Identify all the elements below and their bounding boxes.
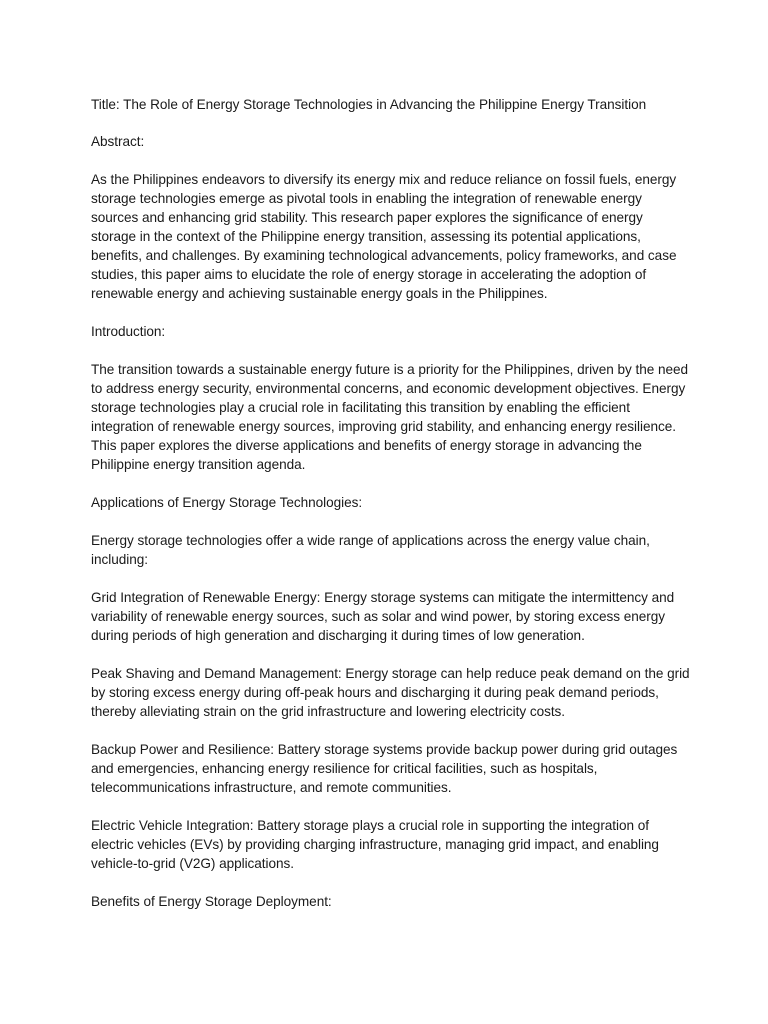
abstract-heading: Abstract: [91,134,145,149]
introduction-heading: Introduction: [91,324,166,339]
document-title: Title: The Role of Energy Storage Technologies in Advancing the Philippine Energy Transition [91,97,647,112]
document-body [91,95,691,930]
abstract-paragraph: As the Philippines endeavors to diversify its energy mix and reduce reliance on fossil fuels, energy storage technologies emerge as pivotal tools in enabling the integration of renewable energy sources and enhancing grid stability. This research paper explores the significance of energy storage in the context of the Philippine energy transition, assessing its potential applications, benefits, and challenges. By examining technological advancements, policy frameworks, and case studies, this paper aims to elucidate the role of energy storage in accelerating the adoption of renewable energy and achieving sustainable energy goals in the Philippines. [91,172,677,301]
application-peak-shaving: Peak Shaving and Demand Management: Energy storage can help reduce peak demand on the grid by storing excess energy during off-peak hours and discharging it during peak demand periods, thereby alleviating strain on the grid infrastructure and lowering electricity costs. [91,666,690,719]
introduction-paragraph: The transition towards a sustainable energy future is a priority for the Philippines, driven by the need to address energy security, environmental concerns, and economic development objectives. Energy storage technologies play a crucial role in facilitating this transition by enabling the efficient integration of renewable energy sources, improving grid stability, and enhancing energy resilience. This paper explores the diverse applications and benefits of energy storage in advancing the Philippine energy transition agenda. [91,362,689,472]
application-backup-power: Backup Power and Resilience: Battery storage systems provide backup power during grid outages and emergencies, enhancing energy resilience for critical facilities, such as hospitals, telecommunications infrastructure, and remote communities. [91,742,678,795]
application-grid-integration: Grid Integration of Renewable Energy: Energy storage systems can mitigate the intermittency and variability of renewable energy sources, such as solar and wind power, by storing excess energy during periods of high generation and discharging it during times of low generation. [91,590,675,643]
benefits-heading: Benefits of Energy Storage Deployment: [91,894,332,909]
applications-heading: Applications of Energy Storage Technologies: [91,495,363,510]
applications-intro-paragraph: Energy storage technologies offer a wide range of applications across the energy value chain, including: [91,533,650,567]
application-ev-integration: Electric Vehicle Integration: Battery storage plays a crucial role in supporting the integration of electric vehicles (EVs) by providing charging infrastructure, managing grid impact, and enabling vehicle-to-grid (V2G) applications. [91,818,659,871]
